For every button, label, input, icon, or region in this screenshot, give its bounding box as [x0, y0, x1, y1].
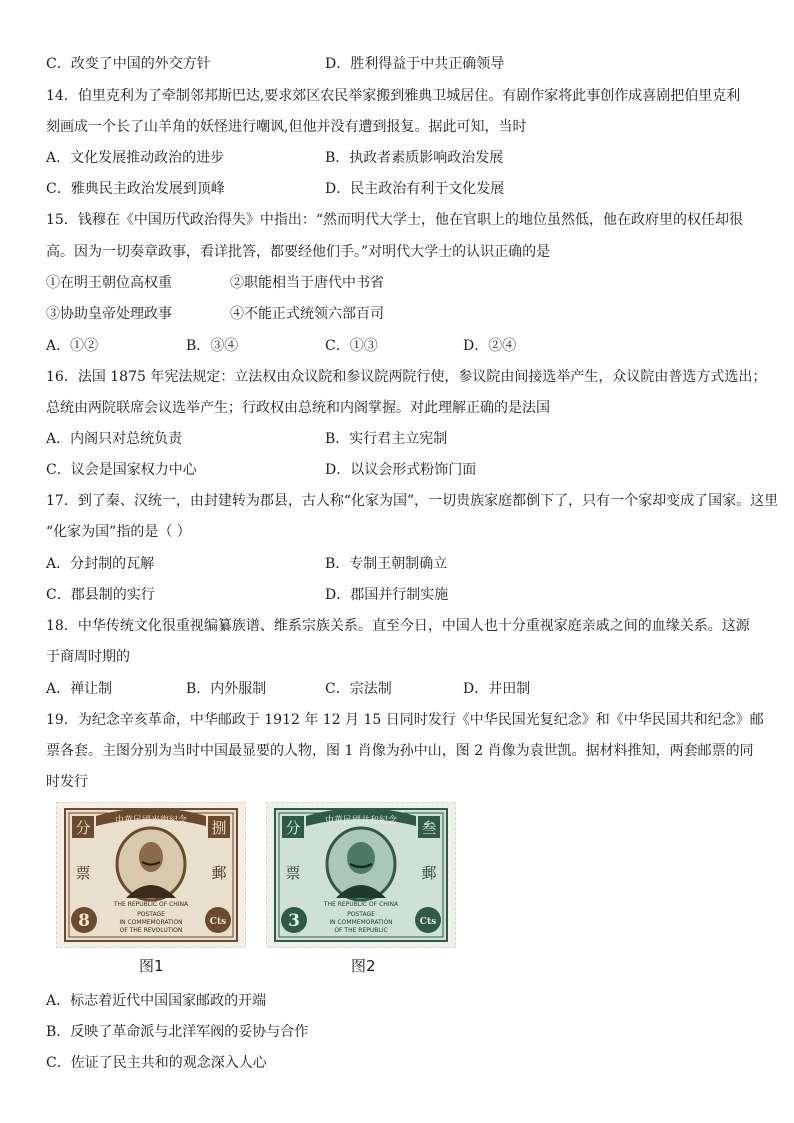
q14-option-b: B．执政者素质影响政治发展: [325, 150, 504, 166]
stamp1-side-right: 郵: [211, 864, 227, 882]
figure-2-caption: 图2: [351, 957, 376, 975]
q14-stem-line2: 刻画成一个长了山羊角的妖怪进行嘲讽,但他并没有遭到报复。据此可知，当时: [46, 119, 527, 135]
q19-option-a: A．标志着近代中国国家邮政的开端: [46, 993, 267, 1009]
stamp2-postage-text: POSTAGE: [347, 911, 375, 918]
q16-option-c: C．议会是国家权力中心: [46, 462, 197, 478]
q15-item-4: ④不能正式统领六部百司: [230, 306, 384, 322]
stamp1-corner-right: 捌: [211, 819, 227, 837]
stamp2-corner-right: 叁: [421, 819, 437, 837]
q17-option-a: A．分封制的瓦解: [46, 556, 155, 572]
stamp2-commem-line1: IN COMMEMORATION: [329, 919, 393, 926]
figure-1-caption: 图1: [139, 957, 164, 975]
stamp2-commem-line2: OF THE REPUBLIC: [334, 927, 388, 934]
q13-option-d: D．胜利得益于中共正确领导: [325, 56, 505, 72]
q17-option-c: C．郡县制的实行: [46, 587, 155, 603]
q17-option-d: D．郡国并行制实施: [325, 587, 449, 603]
stamp1-value: 8: [78, 911, 90, 931]
q16-option-b: B．实行君主立宪制: [325, 431, 448, 447]
stamp-figure-1: [56, 802, 246, 948]
stamp2-top-text: 中華民國共和紀念: [324, 816, 398, 826]
stamp1-corner-left: 分: [75, 819, 91, 837]
stamp2-corner-left: 分: [285, 819, 301, 837]
stamp1-republic-text: THE REPUBLIC OF CHINA: [113, 901, 189, 908]
q16-stem-line2: 总统由两院联席会议选举产生；行政权由总统和内阁掌握。对此理解正确的是法国: [46, 400, 550, 416]
q19-stem-line2: 票各套。主图分别为当时中国最显要的人物，图 1 肖像为孙中山，图 2 肖像为袁世凯。据材料推知，两套邮票的同: [46, 743, 754, 759]
q18-option-b: B．内外服制: [186, 681, 267, 697]
q18-option-c: C．宗法制: [325, 681, 392, 697]
q15-option-c: C．①③: [325, 338, 378, 354]
stamp2-cts: Cts: [419, 917, 437, 927]
stamp2-side-left: 票: [285, 864, 301, 882]
q19-stem-line1: 19．为纪念辛亥革命，中华邮政于 1912 年 12 月 15 日同时发行《中华民国光复纪念》和《中华民国共和纪念》邮: [46, 712, 764, 728]
stamp-figure-2: [266, 802, 456, 948]
q14-option-c: C．雅典民主政治发展到顶峰: [46, 181, 225, 197]
q18-option-a: A．禅让制: [46, 681, 113, 697]
q17-option-b: B．专制王朝制确立: [325, 556, 448, 572]
q15-option-a: A．①②: [46, 338, 99, 354]
q15-option-b: B．③④: [186, 338, 239, 354]
stamp2-republic-text: THE REPUBLIC OF CHINA: [323, 901, 399, 908]
stamp1-postage-text: POSTAGE: [137, 911, 165, 918]
q15-item-1: ①在明王朝位高权重: [46, 275, 172, 291]
q18-option-d: D．井田制: [463, 681, 531, 697]
q15-stem-line2: 高。因为一切奏章政事，看详批答，都要经他们手。”对明代大学士的认识正确的是: [46, 244, 551, 260]
q19-option-b: B．反映了革命派与北洋军阀的妥协与合作: [46, 1024, 309, 1040]
q17-stem-line2: “化家为国”指的是（ ）: [46, 524, 191, 540]
q13-option-c: C．改变了中国的外交方针: [46, 56, 211, 72]
stamp1-commem-line1: IN COMMEMORATION: [119, 919, 183, 926]
q14-stem-line1: 14．伯里克利为了牵制邻邦斯巴达,要求郊区农民举家搬到雅典卫城居住。有剧作家将此事创作成喜剧把伯里克利: [46, 88, 741, 104]
q16-option-a: A．内阁只对总统负责: [46, 431, 183, 447]
q19-stem-line3: 时发行: [46, 774, 88, 790]
q19-option-c: C．佐证了民主共和的观念深入人心: [46, 1055, 267, 1071]
q14-option-d: D．民主政治有利于文化发展: [325, 181, 505, 197]
q16-option-d: D．以议会形式粉饰门面: [325, 462, 477, 478]
q18-stem-line2: 于商周时期的: [46, 649, 130, 665]
q15-item-2: ②职能相当于唐代中书省: [230, 275, 384, 291]
q14-option-a: A．文化发展推动政治的进步: [46, 150, 225, 166]
stamp2-portrait: [327, 828, 395, 900]
stamp1-commem-line2: OF THE REVOLUTION: [119, 927, 183, 934]
stamp2-value: 3: [288, 911, 300, 931]
q15-item-3: ③协助皇帝处理政事: [46, 306, 172, 322]
q15-stem-line1: 15．钱穆在《中国历代政治得失》中指出：“然而明代大学士，他在官职上的地位虽然低，他在政府里的权任却很: [46, 212, 743, 228]
q15-option-d: D．②④: [463, 338, 517, 354]
stamp2-side-right: 郵: [421, 864, 437, 882]
stamp1-side-left: 票: [75, 864, 91, 882]
stamp1-cts: Cts: [209, 917, 227, 927]
q18-stem-line1: 18．中华传统文化很重视编纂族谱、维系宗族关系。直至今日，中国人也十分重视家庭亲戚之间的血缘关系。这源: [46, 618, 750, 634]
q16-stem-line1: 16．法国 1875 年宪法规定：立法权由众议院和参议院两院行使，参议院由间接选举产生，众议院由普选方式选出；: [46, 369, 767, 385]
stamp1-top-text: 中華民國光復紀念: [114, 816, 188, 826]
stamp1-portrait: [117, 828, 185, 900]
q17-stem-line1: 17．到了秦、汉统一，由封建转为郡县，古人称“化家为国”，一切贵族家庭都倒下了，只有一个家却变成了国家。这里: [46, 493, 779, 509]
